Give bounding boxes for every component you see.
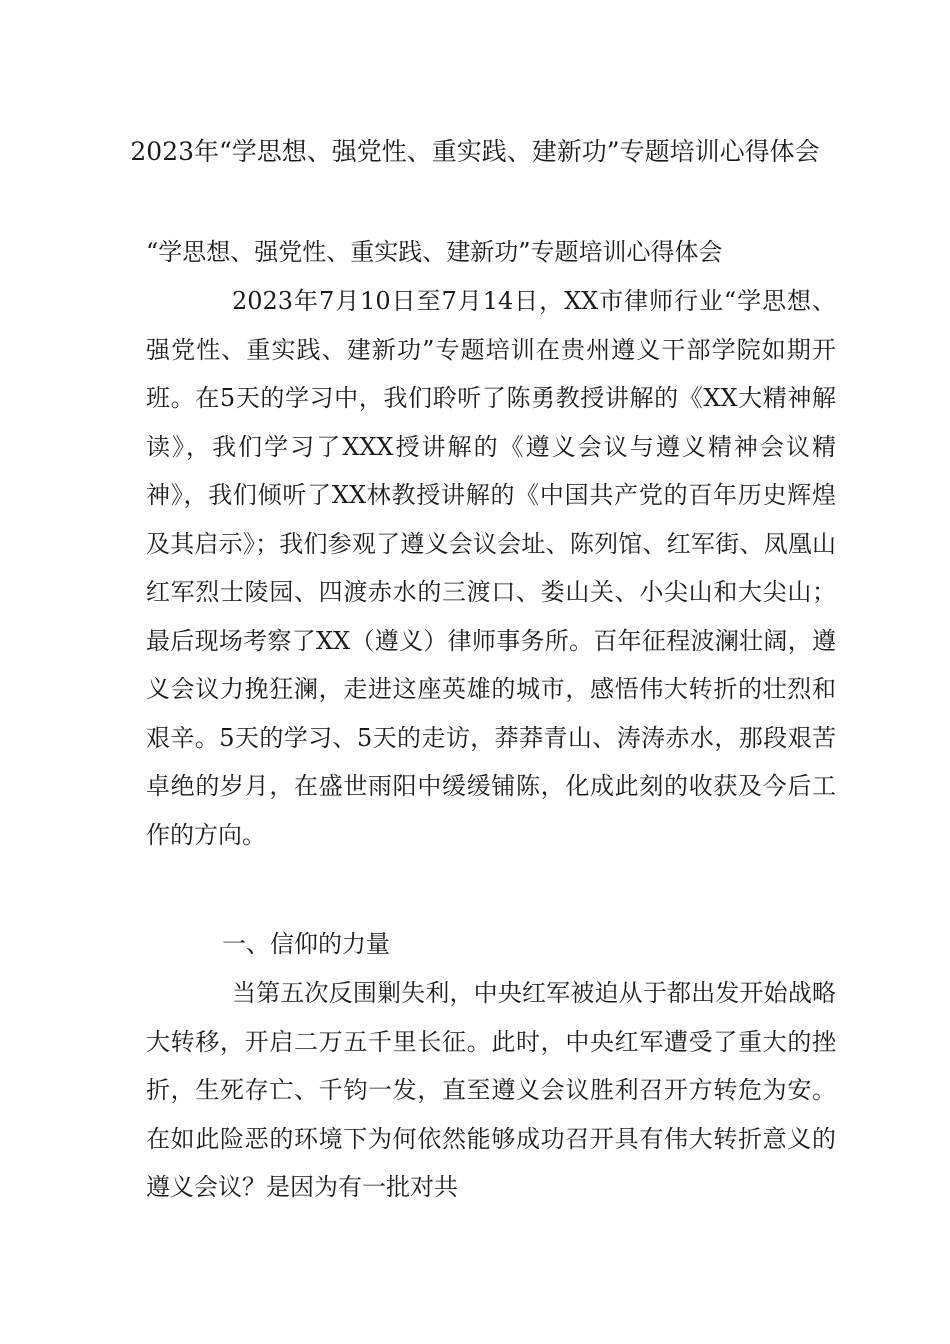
document-title: 2023年“学思想、强党性、重实践、建新功”专题培训心得体会 xyxy=(130,137,820,166)
section-heading-faith: 一、信仰的力量 xyxy=(222,930,390,958)
paragraph-intro: 2023年7月10日至7月14日，XX市律师行业“学思想、强党性、重实践、建新功”专题培训在贵州遵义干部学院如期开班。在5天的学习中，我们聆听了陈勇教授讲解的《XX大精神解读》，我们学习了XXX授讲解的《遵义会议与遵义精神会议精神》，我们倾听了XX林教授讲解的《中国共产党的百年历史辉煌及其启示》；我们参观了遵义会议会址、陈列馆、红军街、凤凰山红军烈士陵园、四渡赤水的三渡口、娄山关、小尖山和大尖山；最后现场考察了XX（遵义）律师事务所。百年征程波澜壮阔，遵义会议力挽狂澜，走进这座英雄的城市，感悟伟大转折的壮烈和艰辛。5天的学习、5天的走访，莽莽青山、涛涛赤水，那段艰苦卓绝的岁月，在盛世雨阳中缓缓铺陈，化成此刻的收获及今后工作的方向。 xyxy=(146,287,836,849)
paragraph-faith: 当第五次反围剿失利，中央红军被迫从于都出发开始战略大转移，开启二万五千里长征。此时，中央红军遭受了重大的挫折，生死存亡、千钧一发，直至遵义会议胜利召开方转危为安。在如此险恶的环境下为何依然能够成功召开具有伟大转折意义的遵义会议？是因为有一批对共 xyxy=(146,979,836,1201)
document-subtitle: “学思想、强党性、重实践、建新功”专题培训心得体会 xyxy=(146,238,723,266)
